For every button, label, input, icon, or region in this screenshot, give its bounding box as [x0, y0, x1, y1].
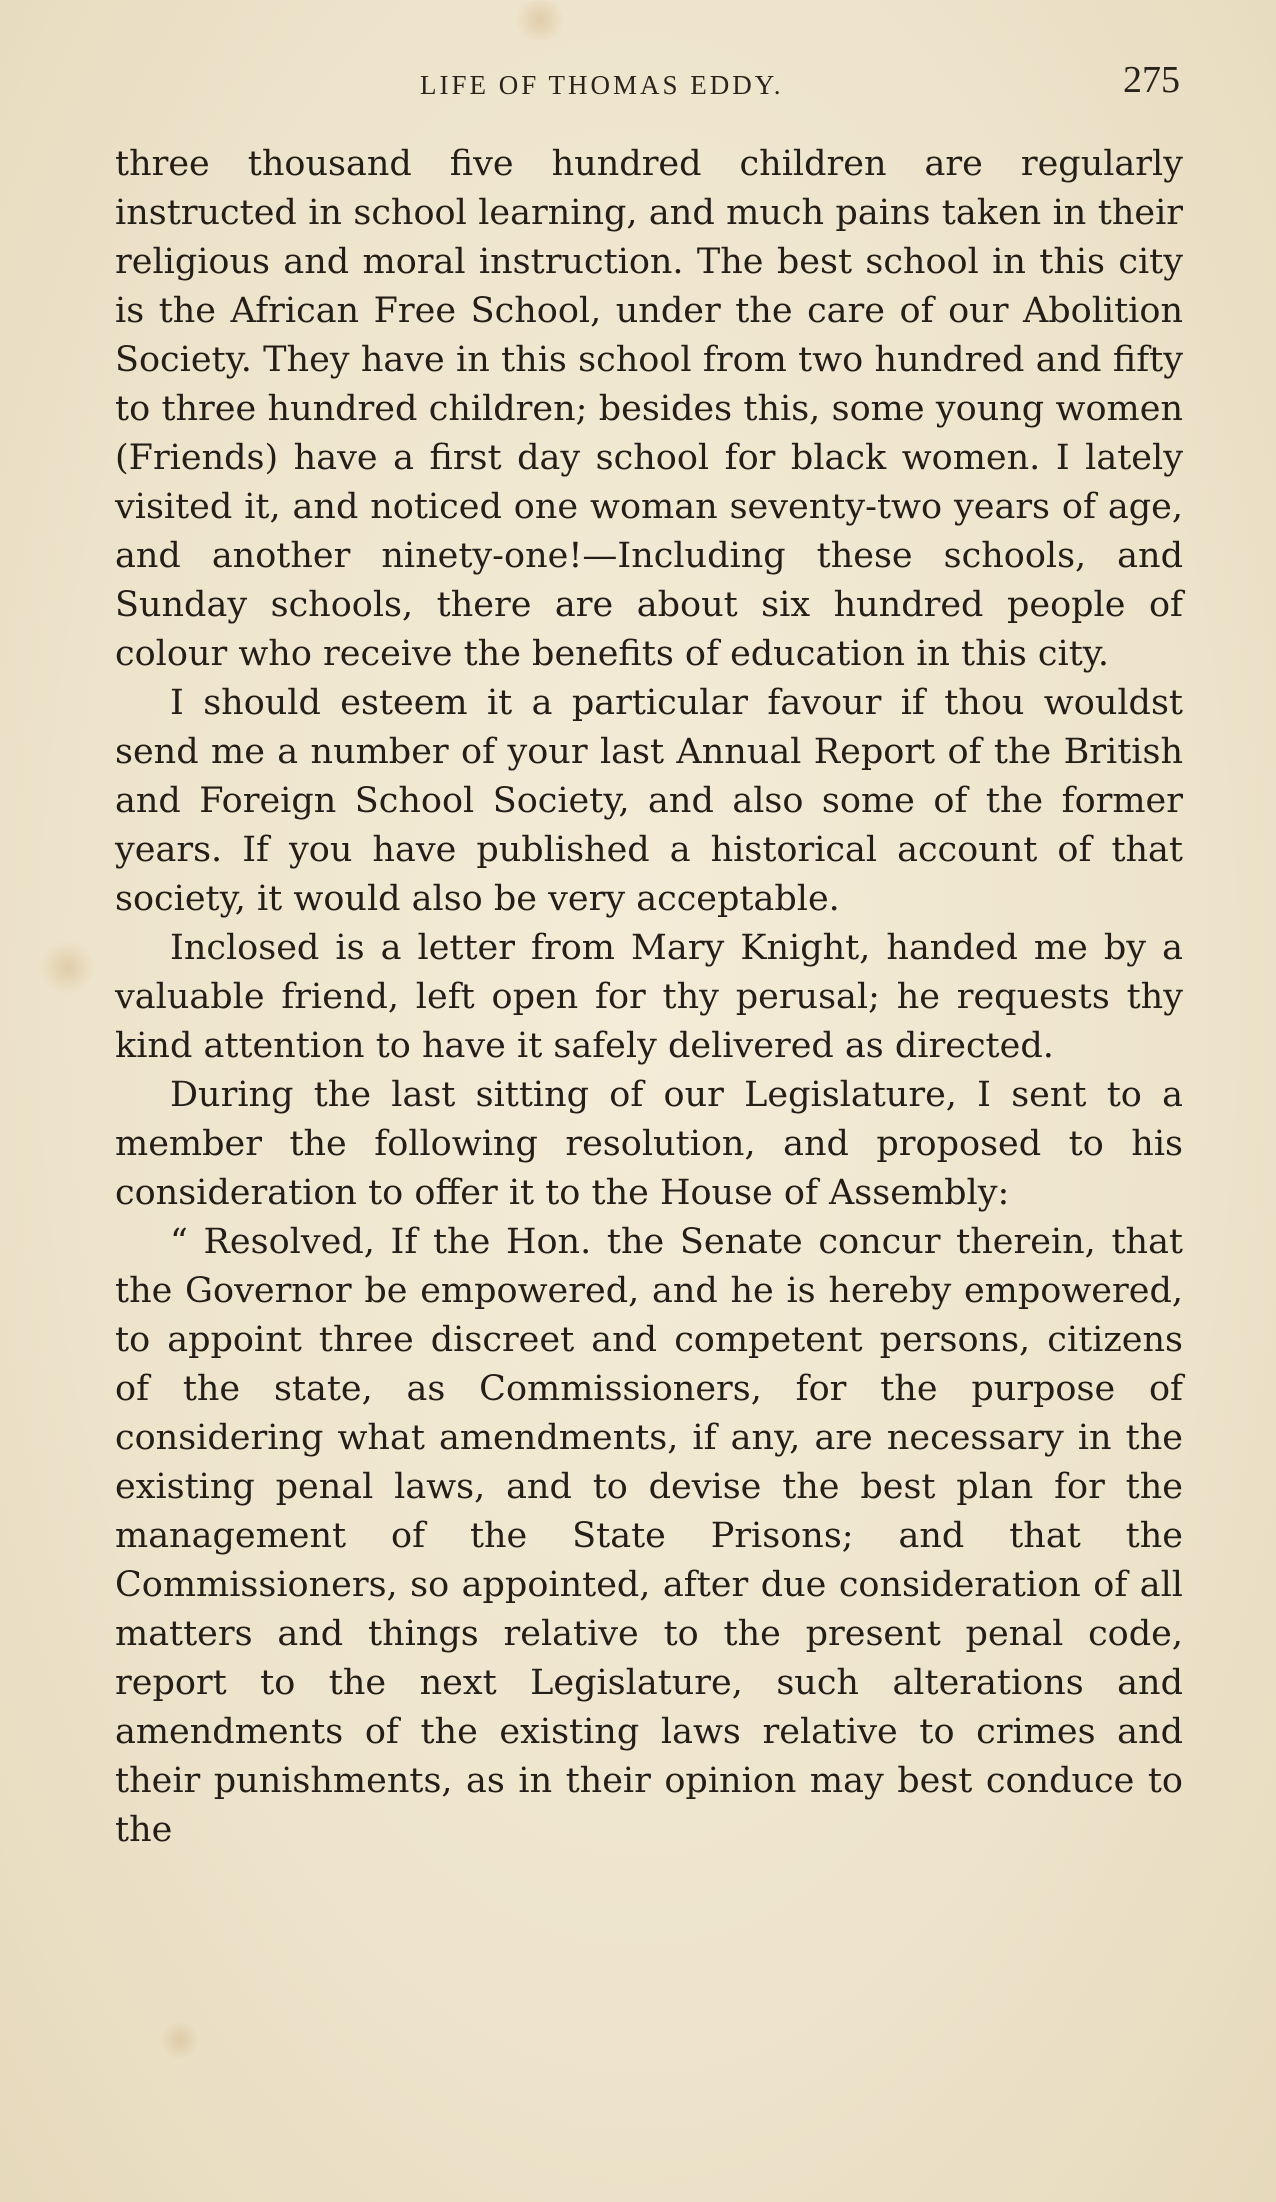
paragraph: Inclosed is a letter from Mary Knight, handed me by a valuable friend, left open for thy perusal; he requests thy kind attention to have it safely delivered as directed.: [115, 928, 1183, 1066]
foxing-stain: [40, 940, 95, 995]
paragraph: three thousand five hundred children are regularly instructed in school learning, and much pains taken in their religious and moral instruction. The best school in this city is the African Free School, under the care of our Abolition Society. They have in this school from two hundred and fifty to three hundred children; besides this, some young women (Friends) have a first day school for black women. I lately visited it, and noticed one woman seventy-two years of age, and another ninety-one!—Including these schools, and Sunday schools, there are about six hundred people of colour who receive the benefits of education in this city.: [115, 144, 1183, 674]
foxing-stain: [510, 0, 570, 40]
paragraph: I should esteem it a particular favour if thou wouldst send me a number of your last Annual Report of the British and Foreign School Society, and also some of the former years. If you have published a historical account of that society, it would also be very acceptable.: [115, 683, 1183, 919]
page-header: [120, 58, 1180, 118]
page-number: 275: [1123, 59, 1180, 101]
paragraph: During the last sitting of our Legislature, I sent to a member the following resolution, and proposed to his consideration to offer it to the House of Assembly:: [115, 1075, 1183, 1213]
quoted-resolution: “ Resolved, If the Hon. the Senate concur therein, that the Governor be empowered, and he is hereby empowered, to appoint three discreet and competent persons, citizens of the state, as Commissioners, for the purpose of considering what amendments, if any, are necessary in the existing penal laws, and to devise the best plan for the management of the State Prisons; and that the Commissioners, so appointed, after due consideration of all matters and things relative to the present penal code, report to the next Legislature, such alterations and amendments of the existing laws relative to crimes and their punishments, as in their opinion may best conduce to the: [115, 1222, 1183, 1850]
body-text: [115, 140, 1183, 1855]
foxing-stain: [160, 2020, 200, 2060]
running-title: LIFE OF THOMAS EDDY.: [420, 70, 784, 100]
